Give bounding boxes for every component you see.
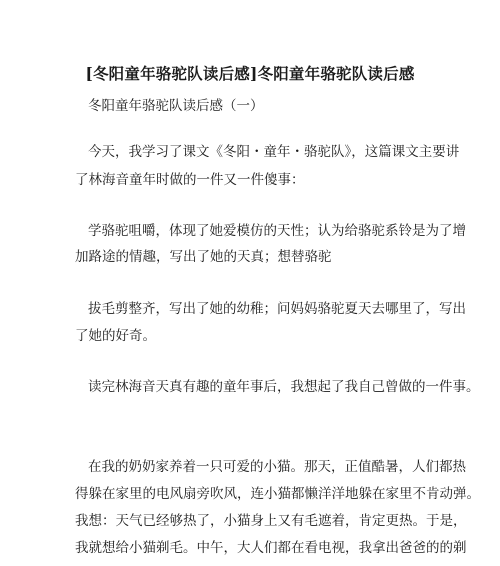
paragraph-5-line-2: 得躲在家里的电风扇旁吹风，连小猫都懒洋洋地躲在家里不肯动弹。 [75,486,480,502]
paragraph-3-line-2: 了她的好奇。 [75,328,156,344]
paragraph-5-line-3: 我想：天气已经够热了，小猫身上又有毛遮着，肯定更热。于是， [75,513,467,529]
paragraph-1-line-2: 了林海音童年时做的一件又一件傻事： [75,172,305,188]
paragraph-3-line-1: 拔毛剪整齐，写出了她的幼稚；问妈妈骆驼夏天去哪里了，写出 [88,301,466,317]
document-subtitle: 冬阳童年骆驼队读后感（一） [88,98,264,114]
paragraph-2-line-2: 加路途的情趣，写出了她的天真；想替骆驼 [75,249,332,265]
paragraph-2-line-1: 学骆驼咀嚼，体现了她爱模仿的天性；认为给骆驼系铃是为了增 [88,223,466,239]
paragraph-5-line-4: 我就想给小猫剃毛。中午，大人们都在看电视，我拿出爸爸的的剃 [75,540,467,556]
paragraph-4-line-1: 读完林海音天真有趣的童年事后，我想起了我自己曾做的一件事。 [88,379,480,395]
document-title: [冬阳童年骆驼队读后感]冬阳童年骆驼队读后感 [85,64,415,83]
paragraph-5-line-1: 在我的奶奶家养着一只可爱的小猫。那天，正值酷暑，人们都热 [88,459,466,475]
paragraph-1-line-1: 今天，我学习了课文《冬阳・童年・骆驼队》，这篇课文主要讲 [88,144,460,160]
